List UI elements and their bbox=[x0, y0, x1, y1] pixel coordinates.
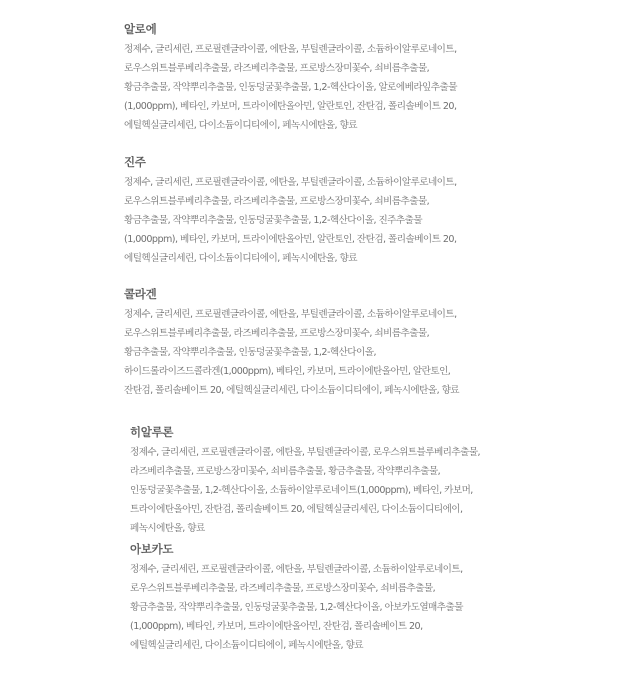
ingredients-section-pearl bbox=[124, 154, 494, 268]
ingredients-section-avocado bbox=[130, 541, 492, 655]
section-title-hyaluron: 히알루론 bbox=[130, 425, 174, 439]
section-title-collagen: 콜라겐 bbox=[124, 287, 157, 301]
section-title-aloe: 알로에 bbox=[124, 22, 157, 36]
ingredients-list-pearl: 정제수, 글리세린, 프로필렌글라이콜, 에탄올, 부틸렌글라이콜, 소듐하이알루로네이트, 로우스위트블루베리추출물, 라즈베리추출물, 프로방스장미꽃수, 쇠비름추출물, 황금추출물, 작약뿌리추출물, 인동덩굴꽃추출물, 1,2-헥산다이올, 진주추출물 (1,000ppm), 베타인, 카보머, 트라이에탄올아민, 알란토인, 잔탄검, 폴리솔베이트 20, 에틸헥실글리세린, 다이소듐이디티에이, 페녹시에탄올, 향료 bbox=[124, 177, 457, 264]
section-title-avocado: 아보카도 bbox=[130, 542, 174, 556]
ingredients-section-aloe bbox=[124, 21, 494, 135]
ingredients-list-collagen: 정제수, 글리세린, 프로필렌글라이콜, 에탄올, 부틸렌글라이콜, 소듐하이알루로네이트, 로우스위트블루베리추출물, 라즈베리추출물, 프로방스장미꽃수, 쇠비름추출물, 황금추출물, 작약뿌리추출물, 인동덩굴꽃추출물, 1,2-헥산다이올, 하이드롤라이즈드콜라겐(1,000ppm), 베타인, 카보머, 트라이에탄올아민, 알란토인, 잔탄검, 폴리솔베이트 20, 에틸헥실글리세린, 다이소듐이디티에이, 페녹시에탄올, 향료 bbox=[124, 309, 459, 396]
ingredients-list-avocado: 정제수, 글리세린, 프로필렌글라이콜, 에탄올, 부틸렌글라이콜, 소듐하이알루로네이트, 로우스위트블루베리추출물, 라즈베리추출물, 프로방스장미꽃수, 쇠비름추출물, 황금추출물, 작약뿌리추출물, 인동덩굴꽃추출물, 1,2-헥산다이올, 아보카도열매추출물 (1,000ppm), 베타인, 카보머, 트라이에탄올아민, 잔탄검, 폴리솔베이트 20, 에틸헥실글리세린, 다이소듐이디티에이, 페녹시에탄올, 향료 bbox=[130, 564, 463, 651]
ingredients-section-hyaluron bbox=[130, 424, 492, 538]
ingredients-section-collagen bbox=[124, 286, 494, 400]
ingredients-list-hyaluron: 정제수, 글리세린, 프로필렌글라이콜, 에탄올, 부틸렌글라이콜, 로우스위트블루베리추출물, 라즈베리추출물, 프로방스장미꽃수, 쇠비름추출물, 황금추출물, 작약뿌리추출물, 인동덩굴꽃추출물, 1,2-헥산다이올, 소듐하이알루로네이트(1,000ppm), 베타인, 카보머, 트라이에탄올아민, 잔탄검, 폴리솔베이트 20, 에틸헥실글리세린, 다이소듐이디티에이, 페녹시에탄올, 향료 bbox=[130, 447, 481, 534]
ingredients-list-aloe: 정제수, 글리세린, 프로필렌글라이콜, 에탄올, 부틸렌글라이콜, 소듐하이알루로네이트, 로우스위트블루베리추출물, 라즈베리추출물, 프로방스장미꽃수, 쇠비름추출물, 황금추출물, 작약뿌리추출물, 인동덩굴꽃추출물, 1,2-헥산다이올, 알로에베라잎추출물 (1,000ppm), 베타인, 카보머, 트라이에탄올아민, 알란토인, 잔탄검, 폴리솔베이트 20, 에틸헥실글리세린, 다이소듐이디티에이, 페녹시에탄올, 향료 bbox=[124, 44, 457, 131]
section-title-pearl: 진주 bbox=[124, 155, 146, 169]
